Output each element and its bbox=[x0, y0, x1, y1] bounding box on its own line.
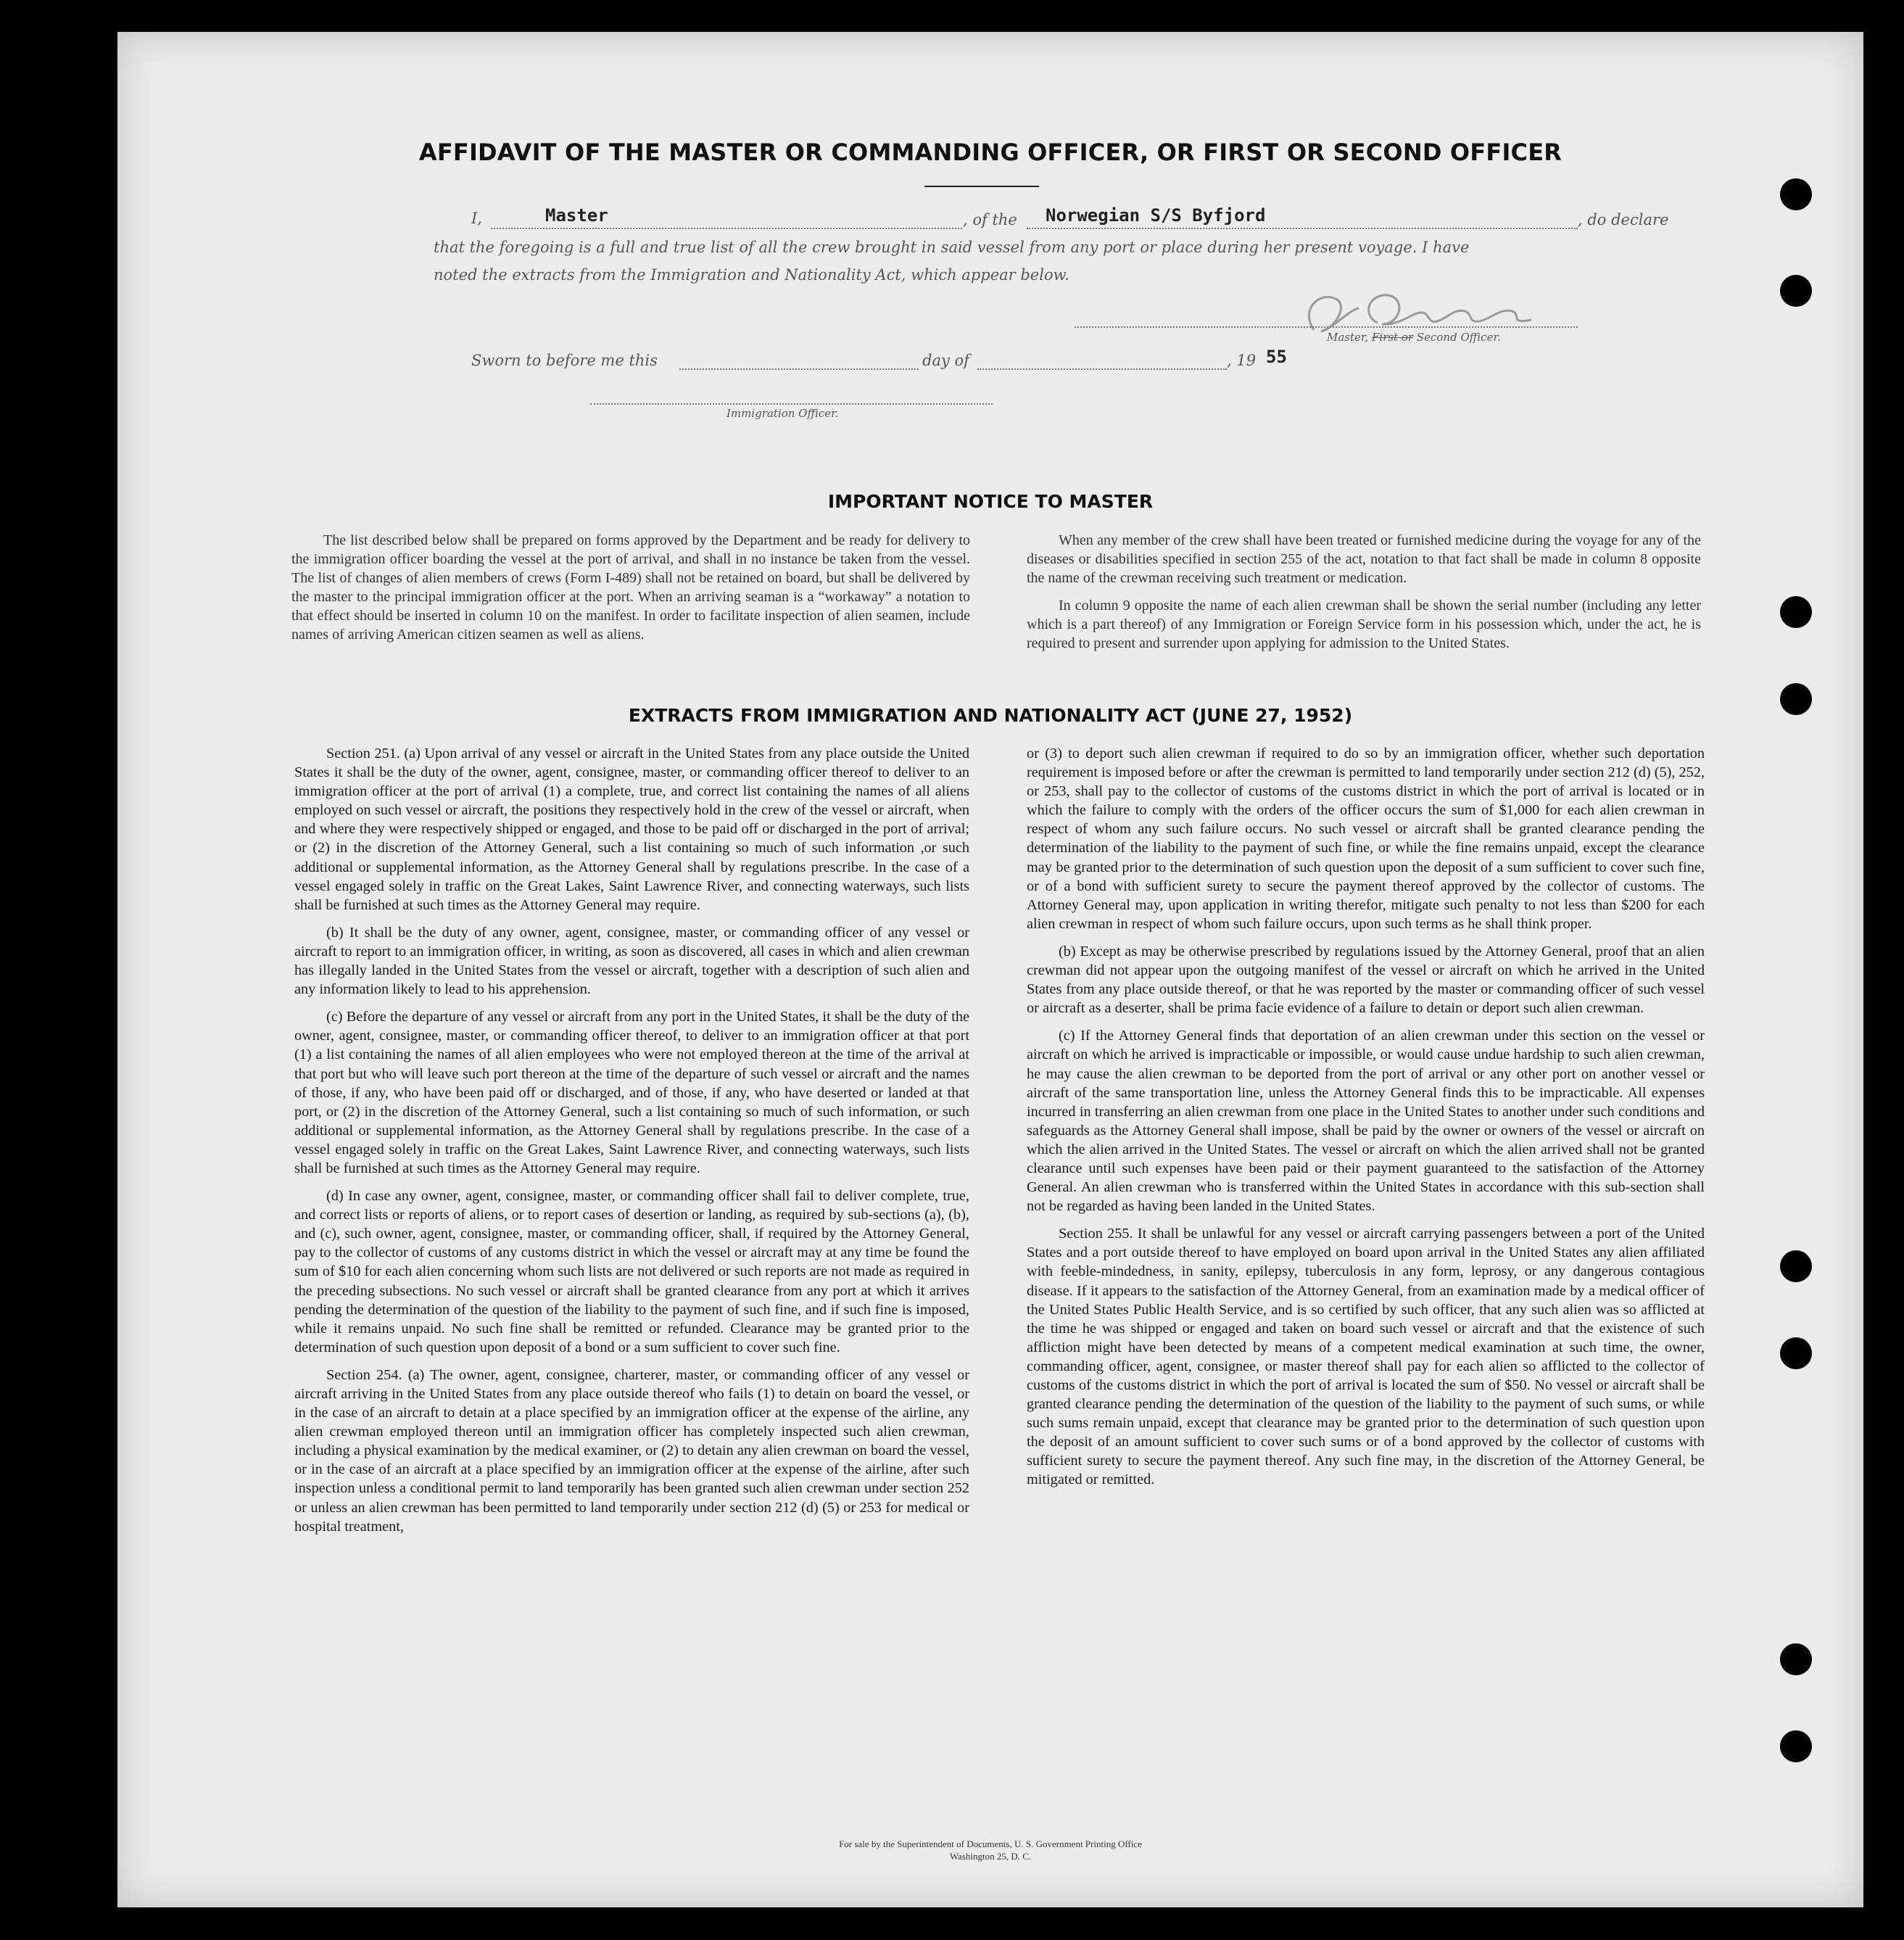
do-declare-label: , do declare bbox=[1578, 211, 1669, 228]
notice-right-column bbox=[1027, 531, 1701, 661]
binder-hole bbox=[1780, 1643, 1812, 1675]
extract-paragraph: (c) If the Attorney General finds that deportation of an alien crewman under this section on the vessel or aircraft on which he arrived is impracticable or impossible, or would cause undue hardship to such alien crewman, he may cause the alien crewman to be deported from the port of arrival or any other port on another vessel or aircraft of the same transportation line, unless the Attorney General finds this to be impracticable. All expenses incurred in transferring an alien crewman from one place in the United States to another under such conditions and safeguards as the Attorney General shall impose, shall be paid by the owner or owners of the vessel or aircraft on which the alien arrived in the United States. The vessel or aircraft on which the alien arrived shall not be granted clearance until such expenses have been paid or their payment guaranteed to the satisfaction of the Attorney General. An alien crewman who is transferred within the United States in accordance with this sub-section shall not be regarded as having been landed in the United States. bbox=[1027, 1028, 1705, 1215]
caption-second-officer: Second Officer. bbox=[1416, 331, 1501, 344]
extract-paragraph: or (3) to deport such alien crewman if required to do so by an immigration officer, whether such deportation requirement is imposed before or after the crewman is permitted to land temporarily under section 212 (d) (5), 252, or 253, shall pay to the collector of customs of the customs district in which the port of arrival is located or in which the failure to comply with the orders of the officer occurs the sum of $1,000 for each alien crewman in respect of whom any such failure occurs. No such vessel or aircraft shall be granted clearance pending the determination of the liability to the payment of such fine, or while the fine remains unpaid, except the clearance may be granted prior to the determination of such question upon the deposit of a sum sufficient to cover such fine, or of a bond with sufficient surety to secure the payment thereof approved by the collector of customs. The Attorney General may, upon application in writing therefor, mitigate such penalty to not less than $200 for each alien crewman in respect of whom such failure occurs, upon such terms as he shall think proper. bbox=[1027, 746, 1705, 932]
caption-first-struck: First or bbox=[1371, 331, 1414, 344]
year-prefix-label: , 19 bbox=[1227, 352, 1257, 369]
day-of-label: day of bbox=[922, 352, 969, 369]
binder-hole bbox=[1780, 1250, 1812, 1282]
notice-right-paragraph-1: When any member of the crew shall have been treated or furnished medicine during the voyage for any of the diseases or disabilities specified in section 255 of the act, notation to that fact shall be made in column 8 opposite the name of the crewman receiving such treatment or medication. bbox=[1027, 532, 1701, 586]
binder-hole bbox=[1780, 1730, 1812, 1762]
sworn-label: Sworn to before me this bbox=[471, 352, 658, 369]
extracts-right-column bbox=[1027, 744, 1705, 1498]
binder-hole bbox=[1780, 596, 1812, 628]
extract-paragraph: Section 251. (a) Upon arrival of any vessel or aircraft in the United States from any place outside the United States it shall be the duty of the owner, agent, consignee, master, or commanding officer thereof to deliver to an immigration officer at the port of arrival (1) a complete, true, and correct list containing the names of all aliens employed on such vessel or aircraft, the positions they respectively hold in the crew of the vessel or aircraft, when and where they were respectively shipped or engaged, and those to be paid off or discharged in the port of arrival; or (2) in the discretion of the Attorney General, such a list containing so much of such information ,or such additional or supplemental information, as the Attorney General shall by regulations prescribe. In the case of a vessel engaged solely in traffic on the Great Lakes, Saint Lawrence River, and connecting waterways, such lists shall be furnished at such times as the Attorney General may require. bbox=[294, 746, 969, 913]
declaration-line-1 bbox=[471, 210, 482, 227]
footer-line-2: Washington 25, D. C. bbox=[949, 1851, 1032, 1862]
signature-caption bbox=[1327, 331, 1501, 344]
declaration-line-2: that the foregoing is a full and true list of all the crew brought in said vessel from any port or place during her present voyage. I have bbox=[434, 239, 1470, 256]
binder-hole bbox=[1780, 1337, 1812, 1369]
notice-right-paragraph-2: In column 9 opposite the name of each alien crewman shall be shown the serial number (including any letter which is a part thereof) of any Immigration or Foreign Service form in his possession which, under the act, he is required to present and surrender upon applying for admission to the United States. bbox=[1027, 598, 1701, 651]
extract-paragraph: Section 255. It shall be unlawful for any vessel or aircraft carrying passengers between a port of the United States and a port outside thereof to have employed on board upon arrival in the United States any alien affiliated with feeble-mindedness, in sanity, epilepsy, tuberculosis in any form, leprosy, or any dangerous contagious disease. If it appears to the satisfaction of the Attorney General, from an examination made by a medical officer of the United States Public Health Service, and is so certified by such officer, that any such alien was so afflicted at the time he was shipped or engaged and taken on board such vessel or aircraft and that the existence of such affliction might have been detected by means of a competent medical examination at such time, the owner, commanding officer, agent, consignee, or master thereof shall pay for each alien so afflicted to the collector of customs of the customs district in which the port of arrival is located the sum of $50. No vessel or aircraft shall be granted clearance pending the determination of the question of the liability to the payment of such sums, or while such sums remain unpaid, except that clearance may be granted prior to the determination of such question upon the deposit of an amount sufficient to cover such sums or of a bond approved by the collector of customs with sufficient surety to secure the payment thereof. Any such fine may, in the discretion of the Attorney General, be mitigated or remitted. bbox=[1027, 1226, 1705, 1488]
extracts-heading: EXTRACTS FROM IMMIGRATION AND NATIONALITY ACT (JUNE 27, 1952) bbox=[628, 705, 1353, 726]
binder-hole bbox=[1780, 178, 1812, 210]
printing-office-footer bbox=[117, 1838, 1863, 1862]
binder-hole bbox=[1780, 683, 1812, 715]
immigration-officer-caption: Immigration Officer. bbox=[727, 407, 839, 420]
form-title: AFFIDAVIT OF THE MASTER OR COMMANDING OFFICER, OR FIRST OR SECOND OFFICER bbox=[418, 139, 1562, 166]
extract-paragraph: (d) In case any owner, agent, consignee, master, or commanding officer shall fail to deliver complete, true, and correct lists or reports of aliens, or to report cases of desertion or landing, as required by sub-sections (a), (b), and (c), such owner, agent, consignee, master, or commanding officer, shall, if required by the Attorney General, pay to the collector of customs of any customs district in which the vessel or aircraft may at any time be found the sum of $10 for each alien concerning whom such lists are not delivered or such reports are not made as required in the preceding subsections. No such vessel or aircraft shall be granted clearance from any port at which it arrives pending the determination of the question of the liability to the payment of such fine, and if such fine is imposed, while it remains unpaid. No such fine shall be remitted or refunded. Clearance may be granted prior to the determination of such question upon deposit of a bond or a sum sufficient to cover such fine. bbox=[294, 1188, 969, 1355]
form-page bbox=[117, 32, 1863, 1907]
footer-line-1: For sale by the Superintendent of Documents, U. S. Government Printing Office bbox=[839, 1838, 1142, 1849]
extracts-left-column bbox=[294, 744, 969, 1545]
sworn-day-line bbox=[679, 368, 919, 370]
signature-line bbox=[1075, 326, 1578, 328]
title-divider bbox=[924, 186, 1039, 187]
vessel-name-value[interactable]: Norwegian S/S Byfjord bbox=[1046, 205, 1266, 226]
binder-hole bbox=[1780, 275, 1812, 307]
caption-master: Master, bbox=[1327, 331, 1369, 344]
immigration-officer-line bbox=[590, 403, 993, 405]
notice-left-column bbox=[291, 531, 970, 653]
sworn-month-line bbox=[977, 368, 1227, 370]
vessel-field-line bbox=[1027, 228, 1578, 229]
officer-rank-value[interactable]: Master bbox=[545, 205, 608, 226]
notice-heading: IMPORTANT NOTICE TO MASTER bbox=[827, 491, 1154, 512]
extract-paragraph: (b) Except as may be otherwise prescribed by regulations issued by the Attorney General, proof that an alien crewman did not appear upon the outgoing manifest of the vessel or aircraft on which he arrived in the United States from any place outside thereof, or that he was reported by the master or commanding officer of such vessel or aircraft as a deserter, shall be prima facie evidence of a failure to detain or deport such alien crewman. bbox=[1027, 943, 1705, 1017]
year-value[interactable]: 55 bbox=[1266, 347, 1287, 367]
extract-paragraph: (b) It shall be the duty of any owner, agent, consignee, master, or commanding officer of any vessel or aircraft to report to an immigration officer, in writing, as soon as discovered, all cases in which and alien crewman has illegally landed in the United States from the vessel or aircraft, together with a description of such alien and any information likely to lead to his apprehension. bbox=[294, 924, 969, 998]
extract-paragraph: Section 254. (a) The owner, agent, consignee, charterer, master, or commanding officer of any vessel or aircraft arriving in the United States from any place outside thereof who fails (1) to detain on board the vessel, or in the case of an aircraft to detain at a place specified by an immigration officer at the expense of the airline, any alien crewman employed thereon until an immigration officer has completely inspected such alien crewman, including a physical examination by the medical examiner, or (2) to detain any alien crewman on board the vessel, or in the case of an aircraft at a place specified by an immigration officer at the expense of the airline, after such inspection unless a conditional permit to land temporarily has been granted such alien crewman under section 252 or unless an alien crewman has been permitted to land temporarily under section 212 (d) (5) or 253 for medical or hospital treatment, bbox=[294, 1366, 969, 1535]
declaration-line-3: noted the extracts from the Immigration and Nationality Act, which appear below. bbox=[434, 266, 1069, 284]
officer-field-line bbox=[491, 228, 962, 229]
declaration-i: I, bbox=[471, 210, 482, 227]
notice-left-paragraph: The list described below shall be prepared on forms approved by the Department and be ready for delivery to the immigration officer boarding the vessel at the port of arrival, and shall in no instance be taken from the vessel. The list of changes of alien members of crews (Form I-489) shall not be retained on board, but shall be delivered by the master to the principal immigration officer at the port. When an arriving seaman is a “workaway” a notation to that effect should be inserted in column 10 on the manifest. In order to facilitate inspection of alien seamen, include names of arriving American citizen seamen as well as aliens. bbox=[291, 532, 970, 643]
extract-paragraph: (c) Before the departure of any vessel or aircraft from any port in the United States, it shall be the duty of the owner, agent, consignee, master, or commanding officer thereof, to deliver to an immigration officer at that port (1) a list containing the names of all alien employees who were not employed thereon at the time of the arrival at that port but who will leave such port thereon at the time of the departure of such vessel or aircraft and the names of those, if any, who have been paid off or discharged, and of those, if any, who have deserted or landed at that port, or (2) in the discretion of the Attorney General, such a list containing so much of such information, or such additional or supplemental information, as the Attorney General shall by regulations prescribe. In the case of a vessel engaged solely in traffic on the Great Lakes, Saint Lawrence River, and connecting waterways, such lists shall be furnished at such times as the Attorney General may require. bbox=[294, 1009, 969, 1176]
of-the-label: , of the bbox=[963, 211, 1017, 228]
